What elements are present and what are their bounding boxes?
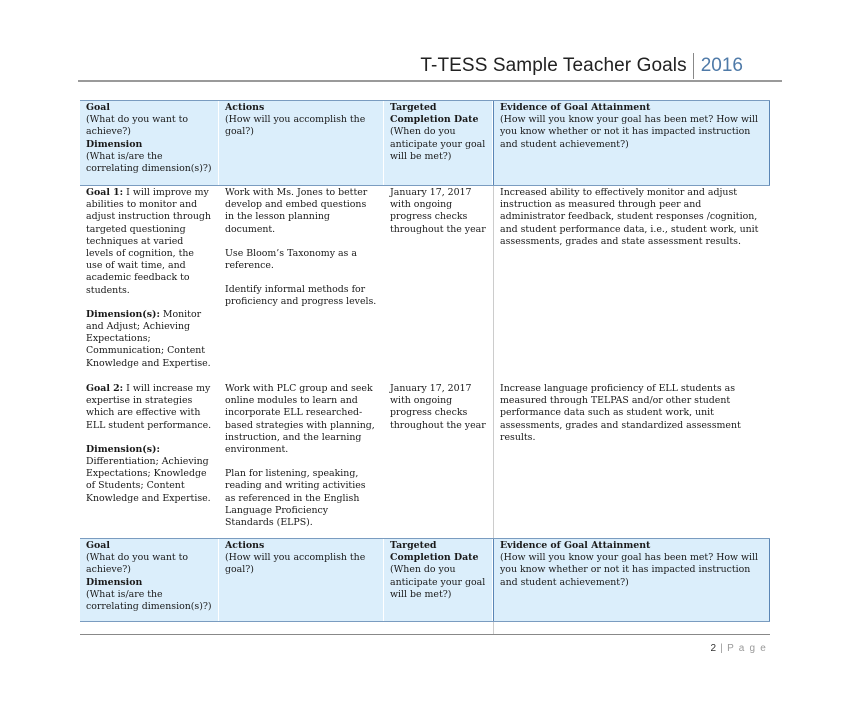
goals-table [80, 100, 770, 635]
header-evidence: Evidence of Goal Attainment [500, 540, 651, 551]
evidence-cell [493, 186, 770, 382]
action-item: Identify informal methods for proficiency and progress levels. [225, 284, 377, 308]
dimension-label: Dimension(s): [86, 308, 160, 320]
table-row [80, 186, 770, 382]
header-targeted-cell [384, 101, 493, 185]
empty-cell [219, 622, 384, 634]
dimension-text: Differentiation; Achieving Expectations; Knowledge of Students; Content Knowledge and Expertise. [86, 456, 211, 504]
header-targeted: Targeted Completion Date [390, 540, 479, 564]
completion-date: January 17, 2017 with ongoing progress checks throughout the year [390, 383, 486, 431]
actions-cell [219, 382, 384, 538]
table-header-row-repeat [80, 538, 770, 622]
empty-cell [493, 622, 770, 634]
action-item: Work with Ms. Jones to better develop and embed questions in the lesson planning document. [225, 187, 368, 235]
header-targeted-cell [384, 539, 493, 621]
actions-cell [219, 186, 384, 382]
table-row [80, 382, 770, 538]
header-evidence: Evidence of Goal Attainment [500, 102, 651, 113]
empty-cell [384, 622, 493, 634]
header-goal: Goal [86, 102, 110, 113]
evidence-text: Increase language proficiency of ELL students as measured through TELPAS and/or other student performance data such as student work, unit assessments, grades and standardized assessment results. [500, 383, 741, 443]
goal-text: I will improve my abilities to monitor and adjust instruction through targeted questioning techniques at varied levels of cognition, the use of wait time, and academic feedback to students. [86, 187, 211, 296]
document-year: 2016 [700, 55, 743, 76]
header-title-block [420, 54, 743, 78]
goal-statement [86, 187, 213, 297]
page-number: 2 [710, 643, 718, 654]
header-evidence-question: (How will you know your goal has been met? How will you know whether or not it has impacted instruction and student achievement?) [500, 114, 759, 150]
dimension-label: Dimension(s): [86, 443, 160, 455]
action-item: Plan for listening, speaking, reading and writing activities as referenced in the English Language Proficiency Standards (ELPS). [225, 468, 366, 529]
header-evidence-question: (How will you know your goal has been met? How will you know whether or not it has impacted instruction and student achievement?) [500, 552, 759, 588]
goal-text: I will increase my expertise in strategies which are effective with ELL student performance. [86, 383, 212, 431]
table-row-empty [80, 622, 770, 634]
table-header-row [80, 100, 770, 186]
header-dimension: Dimension [86, 138, 143, 150]
goal-cell [80, 186, 219, 382]
goal-statement [86, 383, 213, 432]
action-item: Work with PLC group and seek online modules to learn and incorporate ELL researched-based strategies with planning, instruction, and the learning environment. [225, 383, 375, 456]
header-actions: Actions [225, 102, 265, 113]
date-cell [384, 382, 493, 538]
date-cell [384, 186, 493, 382]
header-goal-question: (What do you want to achieve?) [86, 114, 189, 138]
page-label: P a g e [727, 643, 767, 654]
header-actions: Actions [225, 540, 265, 551]
goal-cell [80, 382, 219, 538]
header-goal-question: (What do you want to achieve?) [86, 552, 189, 576]
header-dimension-question: (What is/are the correlating dimension(s)?) [86, 150, 212, 175]
header-actions-question: (How will you accomplish the goal?) [225, 114, 366, 138]
header-divider [693, 53, 694, 79]
document-title: T-TESS Sample Teacher Goals [420, 55, 687, 76]
goal-label: Goal 2: [86, 383, 124, 394]
footer-divider: | [720, 643, 725, 654]
header-evidence-cell [493, 539, 770, 621]
header-targeted-question: (When do you anticipate your goal will be met?) [390, 564, 486, 600]
page-footer [711, 643, 768, 654]
header-targeted-question: (When do you anticipate your goal will be met?) [390, 126, 486, 162]
dimension-text: Monitor and Adjust; Achieving Expectations; Communication; Content Knowledge and Expertise. [86, 308, 211, 369]
header-actions-question: (How will you accomplish the goal?) [225, 552, 366, 576]
header-actions-cell [219, 101, 384, 185]
header-goal-cell [80, 539, 219, 621]
header-dimension: Dimension [86, 576, 143, 588]
header-actions-cell [219, 539, 384, 621]
evidence-text: Increased ability to effectively monitor and adjust instruction as measured through peer and administrator feedback, student responses /cognition, and student performance data, i.e., student work, unit assessments, grades and state assessment results. [500, 187, 759, 247]
dimension-statement [86, 444, 213, 505]
action-item: Use Bloom’s Taxonomy as a reference. [225, 247, 357, 272]
empty-cell [80, 622, 219, 634]
header-dimension-question: (What is/are the correlating dimension(s)?) [86, 588, 212, 613]
dimension-statement [86, 309, 213, 370]
header-targeted: Targeted Completion Date [390, 102, 479, 126]
table-bottom-rule [80, 634, 770, 635]
goal-label: Goal 1: [86, 187, 124, 198]
header-goal: Goal [86, 540, 110, 551]
header-rule [78, 80, 782, 82]
header-evidence-cell [493, 101, 770, 185]
evidence-cell [493, 382, 770, 538]
completion-date: January 17, 2017 with ongoing progress checks throughout the year [390, 187, 486, 235]
header-goal-cell [80, 101, 219, 185]
